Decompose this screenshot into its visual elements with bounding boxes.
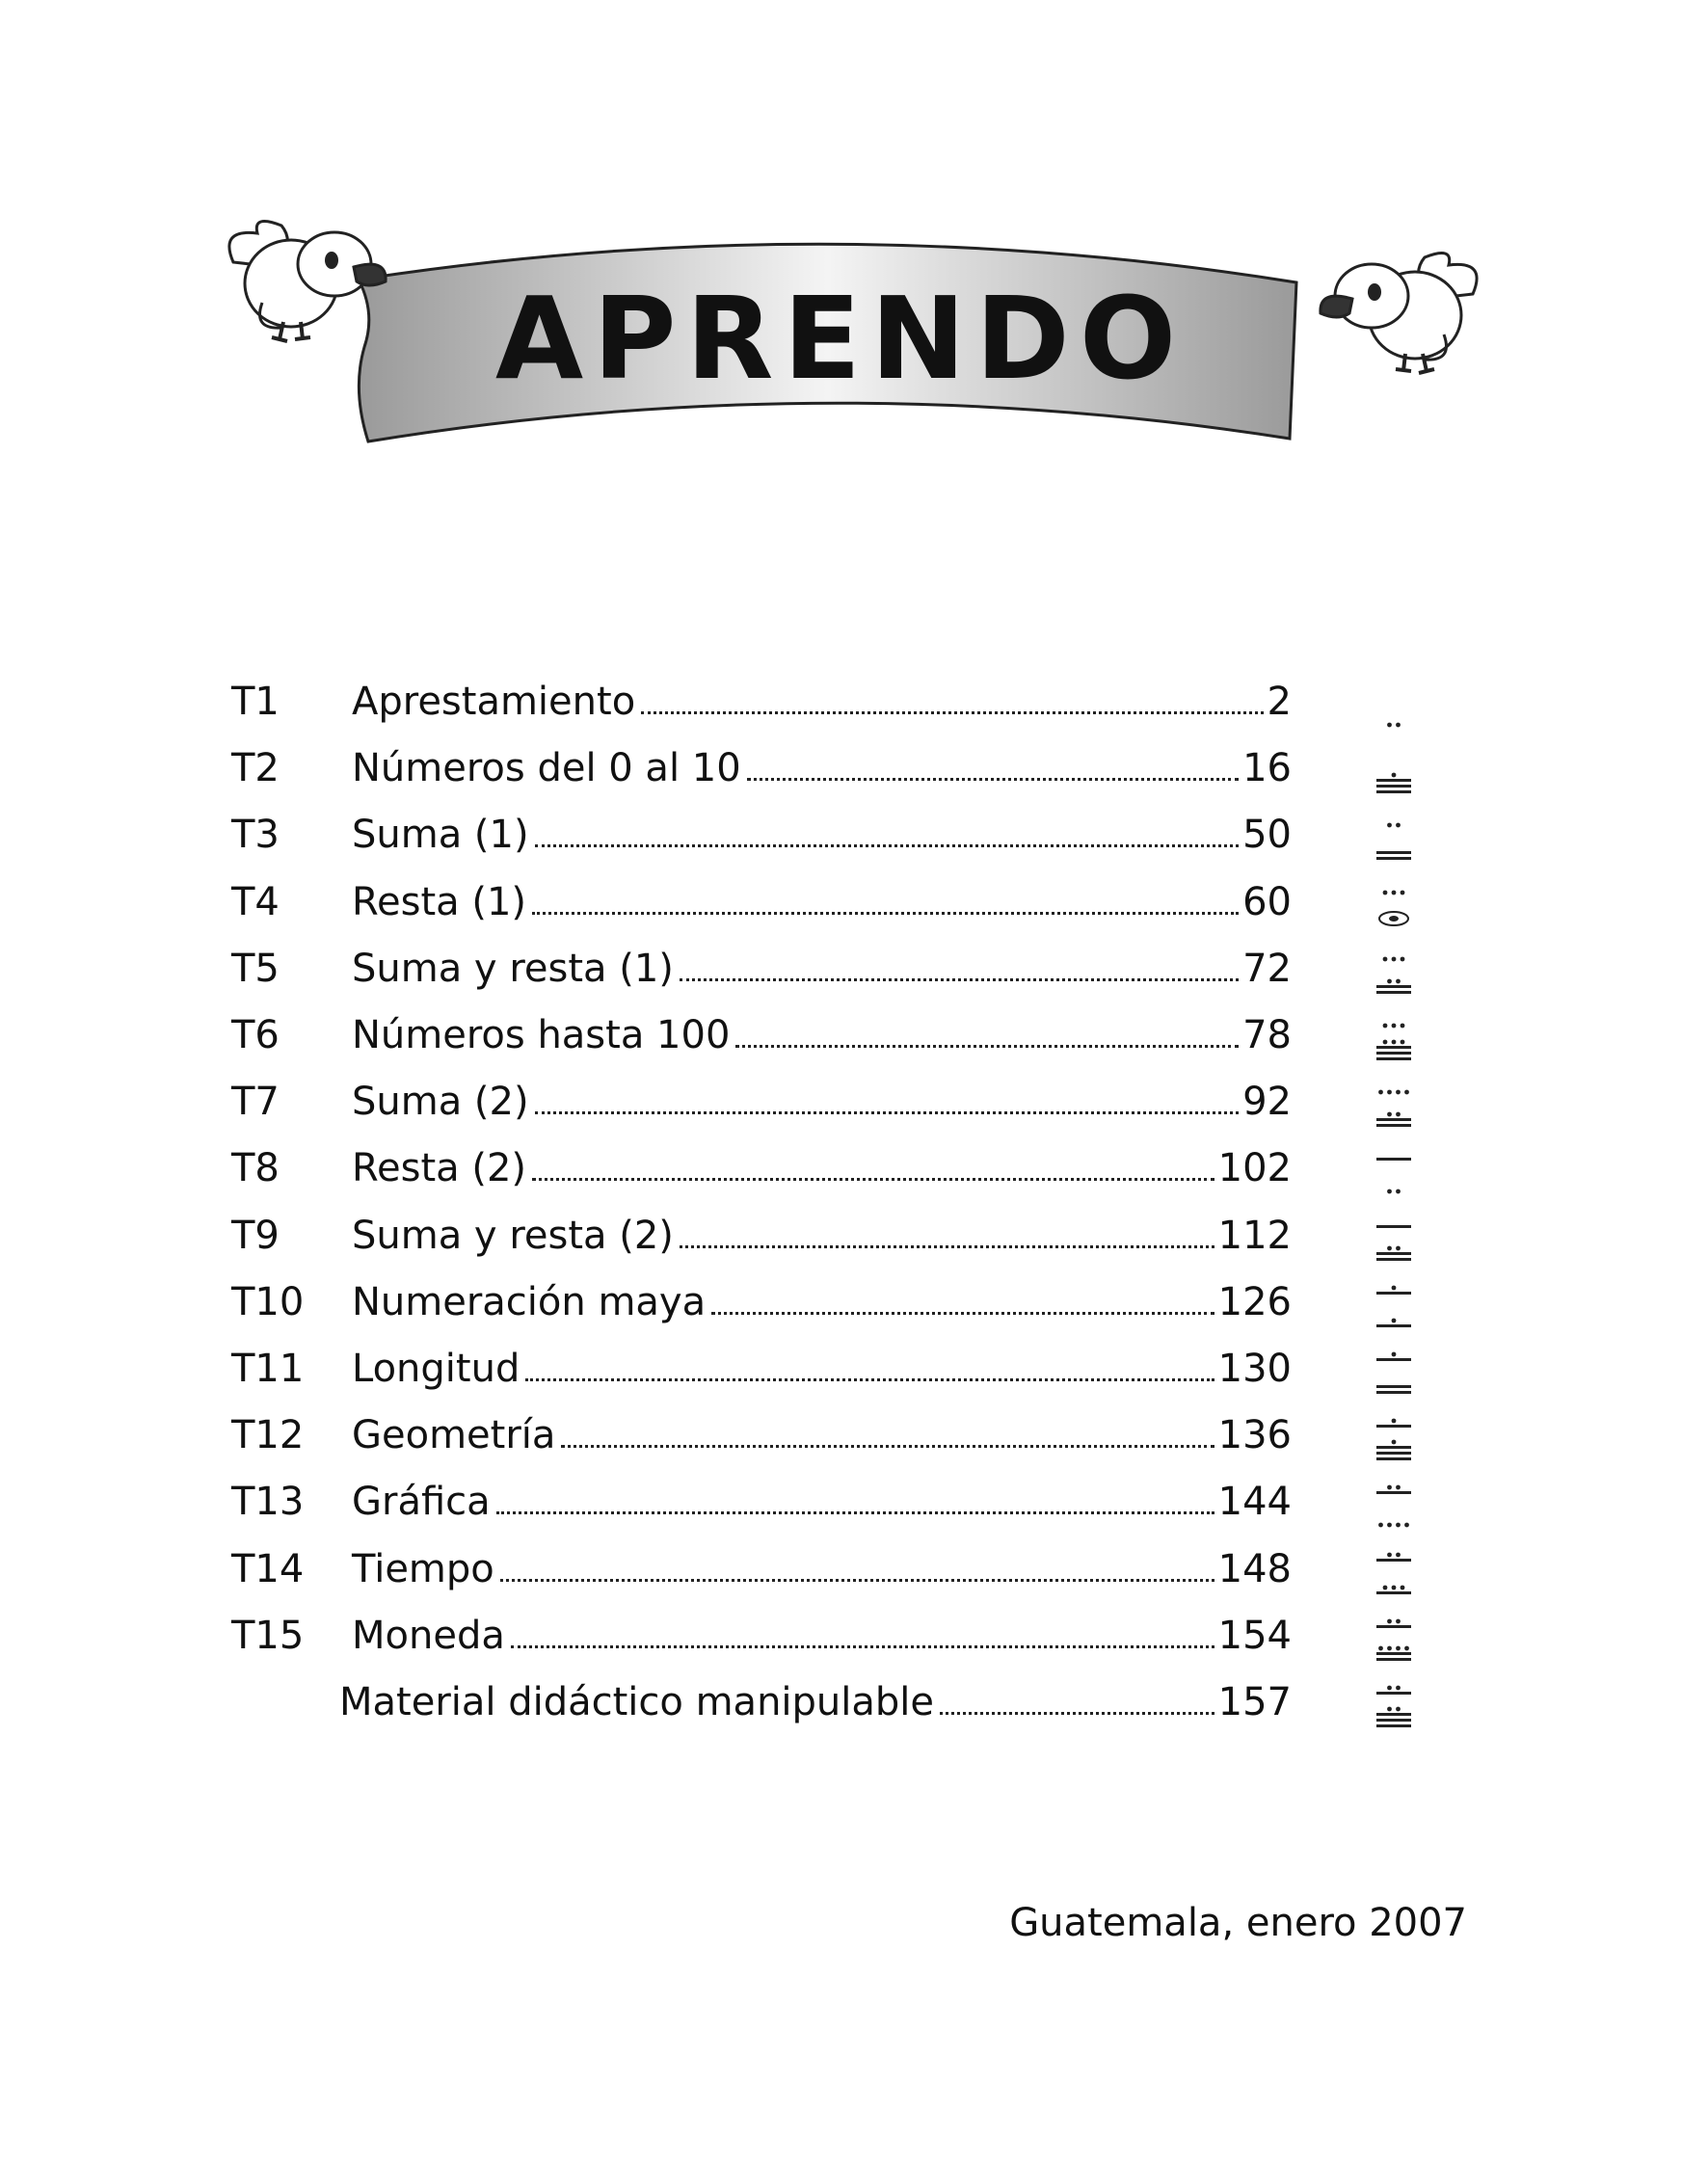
toc-page-number: 157 bbox=[1217, 1680, 1292, 1724]
maya-bar bbox=[1376, 1391, 1411, 1394]
toc-line bbox=[352, 1540, 1292, 1598]
maya-bar bbox=[1376, 1559, 1411, 1562]
maya-dot bbox=[1387, 1189, 1392, 1194]
maya-bar bbox=[1376, 1358, 1411, 1361]
maya-numeral-icon bbox=[1367, 944, 1421, 998]
maya-dot bbox=[1392, 1419, 1397, 1424]
maya-bar bbox=[1376, 1052, 1411, 1055]
dot-leader bbox=[680, 978, 1239, 981]
banner-title: APRENDO bbox=[494, 272, 1187, 405]
toc-title: Suma y resta (2) bbox=[352, 1214, 674, 1258]
maya-dot bbox=[1387, 723, 1392, 728]
maya-dot bbox=[1387, 1619, 1392, 1624]
toc-code: T15 bbox=[231, 1614, 305, 1658]
maya-dot bbox=[1392, 1440, 1397, 1445]
maya-dot bbox=[1383, 1586, 1388, 1590]
maya-dot bbox=[1396, 1246, 1401, 1251]
toc-line bbox=[352, 1406, 1292, 1464]
toc-entry bbox=[231, 673, 1427, 731]
maya-dot bbox=[1404, 1646, 1409, 1651]
dot-leader bbox=[680, 1245, 1214, 1248]
maya-dot bbox=[1401, 891, 1405, 895]
maya-dot bbox=[1396, 1090, 1401, 1095]
dot-leader bbox=[496, 1511, 1214, 1514]
maya-dot bbox=[1396, 1707, 1401, 1712]
maya-numeral-icon bbox=[1367, 1010, 1421, 1064]
maya-bar bbox=[1376, 1057, 1411, 1060]
maya-dot bbox=[1396, 723, 1401, 728]
maya-dot bbox=[1387, 1646, 1392, 1651]
maya-dot bbox=[1396, 1553, 1401, 1558]
toc-line bbox=[352, 806, 1292, 864]
toc-page-number: 148 bbox=[1217, 1547, 1292, 1591]
toc-page-number: 2 bbox=[1267, 680, 1292, 724]
maya-bar bbox=[1376, 857, 1411, 860]
maya-bar bbox=[1376, 1425, 1411, 1428]
toc-title: Números del 0 al 10 bbox=[352, 746, 741, 790]
dot-leader bbox=[532, 912, 1239, 915]
maya-dot bbox=[1396, 1485, 1401, 1490]
toc-title: Aprestamiento bbox=[352, 680, 636, 724]
maya-dot bbox=[1383, 1024, 1388, 1029]
maya-dot bbox=[1383, 957, 1388, 962]
toc-page-number: 136 bbox=[1217, 1413, 1292, 1457]
maya-bar bbox=[1376, 1658, 1411, 1661]
toc-page-number: 112 bbox=[1217, 1214, 1292, 1258]
toc-code: T3 bbox=[231, 813, 280, 857]
toc-line bbox=[352, 873, 1292, 931]
maya-dot bbox=[1396, 1686, 1401, 1691]
maya-dot bbox=[1392, 1286, 1397, 1291]
maya-bar bbox=[1376, 991, 1411, 994]
toc-code: T14 bbox=[231, 1547, 305, 1591]
maya-dot bbox=[1387, 1686, 1392, 1691]
maya-numeral-icon bbox=[1367, 1143, 1421, 1197]
toc-title: Suma y resta (1) bbox=[352, 947, 674, 991]
maya-dot bbox=[1383, 891, 1388, 895]
maya-bar bbox=[1376, 1324, 1411, 1327]
maya-bar bbox=[1376, 1713, 1411, 1716]
dot-leader bbox=[735, 1045, 1239, 1048]
dot-leader bbox=[940, 1712, 1214, 1715]
maya-bar bbox=[1376, 1385, 1411, 1388]
maya-dot bbox=[1387, 1553, 1392, 1558]
maya-dot bbox=[1396, 1646, 1401, 1651]
maya-dot bbox=[1392, 773, 1397, 778]
maya-dot bbox=[1396, 1189, 1401, 1194]
maya-numeral-icon bbox=[1367, 1544, 1421, 1598]
maya-bar bbox=[1376, 1591, 1411, 1594]
maya-numeral-icon bbox=[1367, 1677, 1421, 1731]
toc-title: Tiempo bbox=[352, 1547, 494, 1591]
toc-title: Suma (2) bbox=[352, 1080, 529, 1124]
toc-entry bbox=[231, 1139, 1427, 1197]
maya-bar bbox=[1376, 1625, 1411, 1628]
dot-leader bbox=[535, 1111, 1240, 1114]
maya-numeral-icon bbox=[1367, 1211, 1421, 1265]
maya-bar bbox=[1376, 1158, 1411, 1161]
maya-dot bbox=[1392, 891, 1397, 895]
maya-bar bbox=[1376, 1491, 1411, 1494]
maya-bar bbox=[1376, 1252, 1411, 1255]
maya-bar bbox=[1376, 1692, 1411, 1695]
toc-entry bbox=[231, 739, 1427, 797]
dot-leader bbox=[532, 1178, 1214, 1181]
toc-entry bbox=[231, 806, 1427, 864]
maya-dot bbox=[1396, 1112, 1401, 1117]
toc-page-number: 50 bbox=[1242, 813, 1292, 857]
maya-bar bbox=[1376, 1124, 1411, 1127]
toc-title: Suma (1) bbox=[352, 813, 529, 857]
toc-title: Longitud bbox=[352, 1347, 520, 1391]
bird-icon bbox=[1321, 254, 1477, 374]
maya-bar bbox=[1376, 1452, 1411, 1455]
maya-dot bbox=[1383, 1040, 1388, 1045]
maya-shell-eye bbox=[1389, 916, 1399, 922]
maya-numeral-icon bbox=[1367, 1277, 1421, 1331]
maya-dot bbox=[1392, 1040, 1397, 1045]
toc-page-number: 72 bbox=[1242, 947, 1292, 991]
toc-page-number: 60 bbox=[1242, 880, 1292, 924]
maya-dot bbox=[1401, 1040, 1405, 1045]
toc-entry bbox=[231, 1607, 1427, 1665]
maya-dot bbox=[1387, 1090, 1392, 1095]
toc-page-number: 154 bbox=[1217, 1614, 1292, 1658]
maya-dot bbox=[1392, 1352, 1397, 1357]
maya-dot bbox=[1396, 1619, 1401, 1624]
toc-code: T2 bbox=[231, 746, 280, 790]
maya-dot bbox=[1401, 957, 1405, 962]
maya-dot bbox=[1404, 1090, 1409, 1095]
toc-entry bbox=[231, 1473, 1427, 1531]
maya-numeral-icon bbox=[1367, 1077, 1421, 1131]
toc-line bbox=[352, 1207, 1292, 1265]
toc-entry bbox=[231, 1406, 1427, 1464]
maya-bar bbox=[1376, 1225, 1411, 1228]
maya-bar bbox=[1376, 1446, 1411, 1449]
toc-code: T13 bbox=[231, 1480, 305, 1524]
toc-line bbox=[352, 1273, 1292, 1331]
dot-leader bbox=[525, 1378, 1214, 1381]
maya-dot bbox=[1392, 1586, 1397, 1590]
toc-entry bbox=[231, 1006, 1427, 1064]
maya-dot bbox=[1392, 1024, 1397, 1029]
toc-line bbox=[352, 1073, 1292, 1131]
toc-line bbox=[352, 940, 1292, 998]
maya-dot bbox=[1387, 1523, 1392, 1528]
toc-page-number: 130 bbox=[1217, 1347, 1292, 1391]
toc-code: T7 bbox=[231, 1080, 280, 1124]
maya-dot bbox=[1387, 1112, 1392, 1117]
toc-title: Números hasta 100 bbox=[352, 1013, 731, 1057]
maya-bar bbox=[1376, 785, 1411, 788]
maya-bar bbox=[1376, 1719, 1411, 1722]
toc-page-number: 126 bbox=[1217, 1280, 1292, 1324]
toc-page-number: 102 bbox=[1217, 1146, 1292, 1190]
maya-bar bbox=[1376, 779, 1411, 782]
maya-dot bbox=[1392, 1319, 1397, 1323]
toc-entry bbox=[231, 1673, 1427, 1731]
maya-bar bbox=[1376, 985, 1411, 988]
toc-code: T1 bbox=[231, 680, 280, 724]
toc-title: Resta (1) bbox=[352, 880, 527, 924]
dot-leader bbox=[500, 1579, 1214, 1582]
maya-dot bbox=[1404, 1523, 1409, 1528]
toc-line bbox=[352, 1340, 1292, 1398]
dot-leader bbox=[561, 1445, 1214, 1448]
toc-code: T12 bbox=[231, 1413, 305, 1457]
toc-line bbox=[352, 739, 1292, 797]
maya-numeral-icon bbox=[1367, 1344, 1421, 1398]
maya-numeral-icon bbox=[1367, 1477, 1421, 1531]
toc-code: T6 bbox=[231, 1013, 280, 1057]
toc-code: T11 bbox=[231, 1347, 305, 1391]
toc-entry bbox=[231, 1340, 1427, 1398]
maya-dot bbox=[1378, 1523, 1383, 1528]
maya-numeral-icon bbox=[1367, 1410, 1421, 1464]
toc-code: T10 bbox=[231, 1280, 305, 1324]
toc-line bbox=[352, 1006, 1292, 1064]
maya-numeral-icon bbox=[1367, 810, 1421, 864]
maya-dot bbox=[1378, 1090, 1383, 1095]
dot-leader bbox=[641, 711, 1263, 714]
maya-bar bbox=[1376, 1292, 1411, 1295]
toc-line bbox=[352, 1139, 1292, 1197]
toc-line bbox=[352, 1473, 1292, 1531]
maya-bar bbox=[1376, 1724, 1411, 1727]
toc-title: Material didáctico manipulable bbox=[339, 1680, 935, 1724]
maya-dot bbox=[1387, 1246, 1392, 1251]
dot-leader bbox=[535, 844, 1240, 847]
toc-line bbox=[339, 1673, 1292, 1731]
toc-entry bbox=[231, 873, 1427, 931]
toc-page-number: 16 bbox=[1242, 746, 1292, 790]
maya-bar bbox=[1376, 1258, 1411, 1261]
maya-bar bbox=[1376, 851, 1411, 854]
toc-code: T9 bbox=[231, 1214, 280, 1258]
maya-dot bbox=[1378, 1646, 1383, 1651]
maya-bar bbox=[1376, 1046, 1411, 1049]
maya-dot bbox=[1396, 979, 1401, 984]
dot-leader bbox=[511, 1645, 1214, 1648]
toc-title: Gráfica bbox=[352, 1480, 491, 1524]
dot-leader bbox=[747, 778, 1239, 781]
bird-icon bbox=[229, 222, 386, 342]
maya-bar bbox=[1376, 1118, 1411, 1121]
toc-title: Resta (2) bbox=[352, 1146, 527, 1190]
toc-entry bbox=[231, 1540, 1427, 1598]
maya-numeral-icon bbox=[1367, 677, 1421, 731]
maya-dot bbox=[1396, 1523, 1401, 1528]
toc-entry bbox=[231, 940, 1427, 998]
maya-dot bbox=[1401, 1024, 1405, 1029]
toc-entry bbox=[231, 1273, 1427, 1331]
maya-dot bbox=[1392, 957, 1397, 962]
dot-leader bbox=[711, 1312, 1214, 1315]
toc-title: Numeración maya bbox=[352, 1280, 707, 1324]
maya-dot bbox=[1401, 1586, 1405, 1590]
toc-entry bbox=[231, 1073, 1427, 1131]
toc-line bbox=[352, 673, 1292, 731]
maya-numeral-icon bbox=[1367, 1611, 1421, 1665]
toc-line bbox=[352, 1607, 1292, 1665]
toc-page-number: 144 bbox=[1217, 1480, 1292, 1524]
maya-numeral-icon bbox=[1367, 743, 1421, 797]
maya-dot bbox=[1387, 1485, 1392, 1490]
maya-dot bbox=[1387, 1707, 1392, 1712]
maya-dot bbox=[1387, 823, 1392, 828]
toc-code: T5 bbox=[231, 947, 280, 991]
maya-bar bbox=[1376, 1457, 1411, 1460]
aprendo-banner bbox=[0, 0, 1708, 501]
toc-title: Geometría bbox=[352, 1413, 556, 1457]
toc-page-number: 92 bbox=[1242, 1080, 1292, 1124]
maya-dot bbox=[1396, 823, 1401, 828]
place-date: Guatemala, enero 2007 bbox=[1009, 1901, 1467, 1945]
toc-code: T4 bbox=[231, 880, 280, 924]
maya-bar bbox=[1376, 790, 1411, 793]
maya-numeral-icon bbox=[1367, 877, 1421, 931]
toc-entry bbox=[231, 1207, 1427, 1265]
maya-bar bbox=[1376, 1652, 1411, 1655]
toc-code: T8 bbox=[231, 1146, 280, 1190]
toc-page-number: 78 bbox=[1242, 1013, 1292, 1057]
toc-title: Moneda bbox=[352, 1614, 505, 1658]
maya-dot bbox=[1387, 979, 1392, 984]
